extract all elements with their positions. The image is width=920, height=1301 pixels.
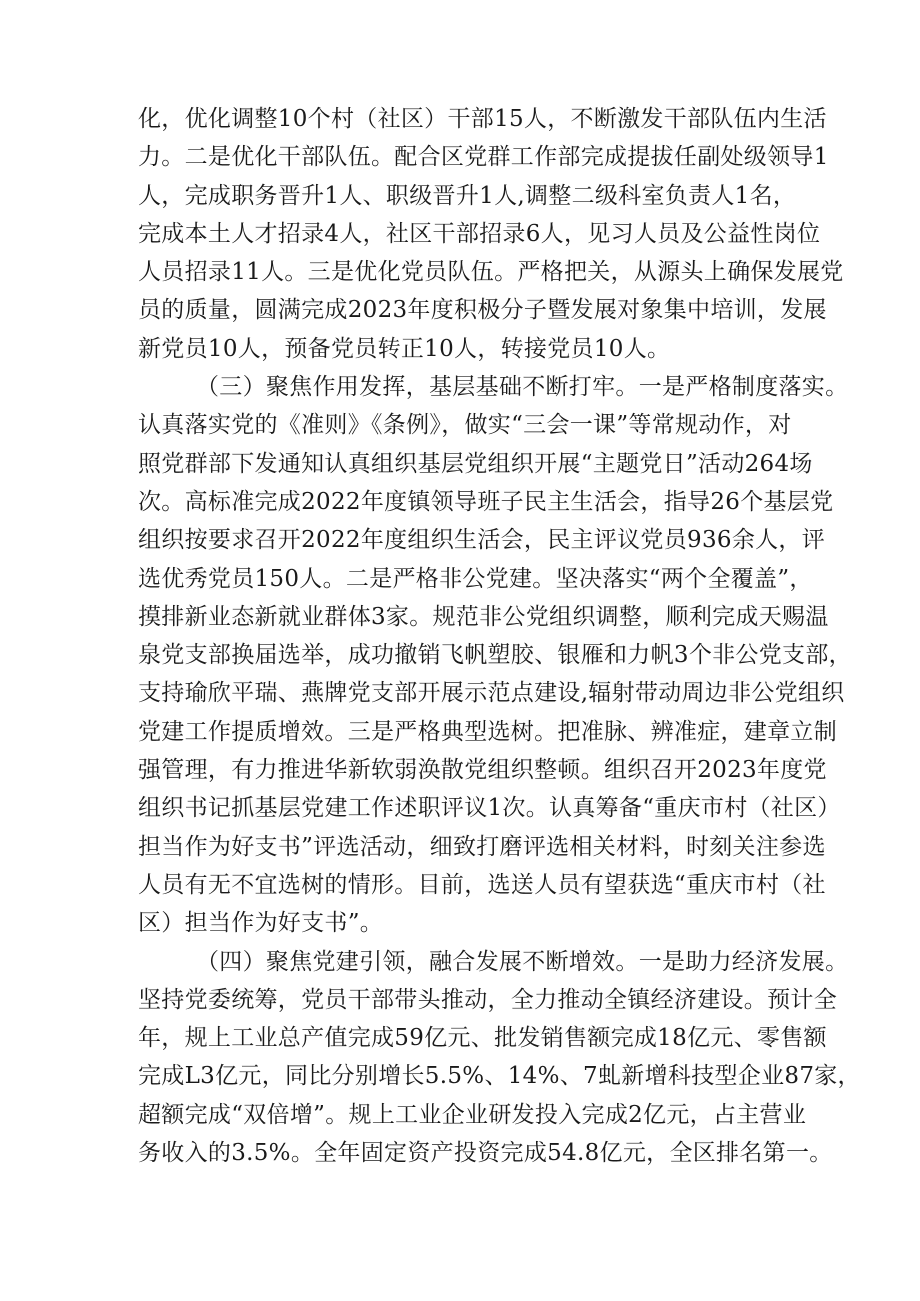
text-line: 照党群部下发通知认真组织基层党组织开展“主题党日”活动264场 (138, 450, 813, 477)
text-line: 强管理，有力推进华新软弱涣散党组织整顿。组织召开2023年度党 (138, 757, 827, 784)
text-line: 认真落实党的《准则》《条例》，做实“三会一课”等常规动作，对 (138, 412, 792, 439)
text-line: 员的质量，圆满完成2023年度积极分子暨发展对象集中培训，发展 (138, 297, 827, 324)
text-line: 党建工作提质增效。三是严格典型选树。把准脉、辨准症，建章立制 (138, 718, 837, 745)
text-line: 次。高标准完成2022年度镇领导班子民主生活会，指导26个基层党 (138, 488, 834, 515)
text-line: 摸排新业态新就业群体3家。规范非公党组织调整，顺利完成天赐温 (138, 603, 829, 630)
section-heading-line: （四）聚焦党建引领，融合发展不断增效。一是助力经济发展。 (196, 948, 849, 975)
text-line: 超额完成“双倍增”。规上工业企业研发投入完成2亿元，占主营业 (138, 1101, 807, 1128)
text-line: 组织按要求召开2022年度组织生活会，民主评议党员936余人，评 (138, 527, 826, 554)
section-heading-line: （三）聚焦作用发挥，基层基础不断打牢。一是严格制度落实。 (196, 374, 849, 401)
text-line: 坚持党委统筹，党员干部带头推动，全力推动全镇经济建设。预计全 (138, 986, 837, 1013)
text-line: 化，优化调整10个村（社区）干部15人，不断激发干部队伍内生活 (138, 106, 827, 132)
text-line: 完成L3亿元，同比分别增长5.5%、14%、7虬新增科技型企业87家， (138, 1063, 861, 1090)
text-line: 泉党支部换届选举，成功撤销飞帆塑胶、银雁和力帆3个非公党支部， (138, 642, 852, 669)
text-line: 支持瑜欣平瑞、燕牌党支部开展示范点建设,辐射带动周边非公党组织 (138, 680, 845, 707)
text-line: 人，完成职务晋升1人、职级晋升1人,调整二级科室负责人1名， (138, 182, 797, 209)
text-line: 力。二是优化干部队伍。配合区党群工作部完成提拔任副处级领导1 (138, 144, 829, 171)
text-line: 区）担当作为好支书”。 (138, 910, 384, 937)
document-body (138, 100, 861, 1172)
text-line: 选优秀党员150人。二是严格非公党建。坚决落实“两个全覆盖”， (138, 565, 813, 592)
text-line: 人员有无不宜选树的情形。目前，选送人员有望获选“重庆市村（社 (138, 871, 826, 898)
text-line: 新党员10人，预备党员转正10人，转接党员10人。 (138, 335, 671, 362)
text-line: 担当作为好支书”评选活动，细致打磨评选相关材料，时刻关注参选 (138, 833, 826, 860)
text-line: 组织书记抓基层党建工作述职评议1次。认真筹备“重庆市村（社区） (138, 795, 841, 822)
text-line: 完成本土人才招录4人，社区干部招录6人，见习人员及公益性岗位 (138, 220, 821, 247)
text-line: 务收入的3.5%。全年固定资产投资完成54.8亿元，全区排名第一。 (138, 1140, 833, 1167)
text-line: 人员招录11人。三是优化党员队伍。严格把关，从源头上确保发展党 (138, 259, 844, 286)
text-line: 年，规上工业总产值完成59亿元、批发销售额完成18亿元、零售额 (138, 1025, 827, 1052)
